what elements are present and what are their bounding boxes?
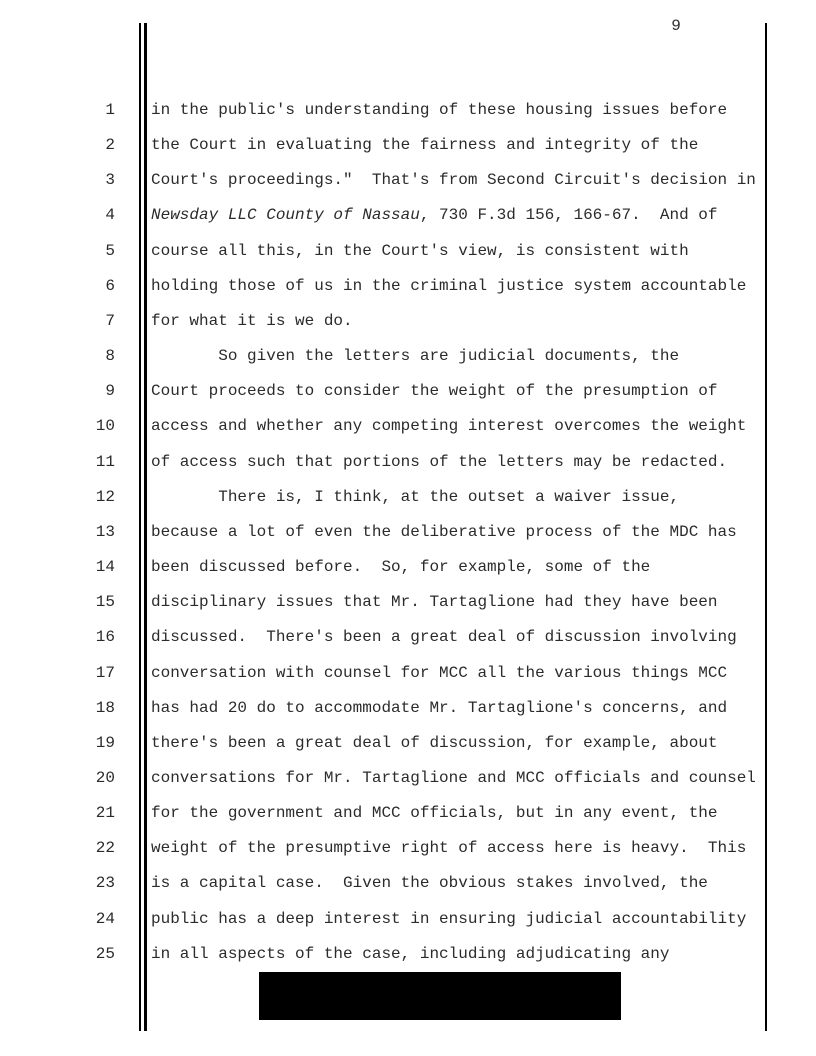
transcript-line-15 bbox=[0, 585, 766, 620]
line-number: 24 bbox=[95, 909, 115, 928]
line-text bbox=[151, 269, 746, 304]
text-segment: Court's proceedings." That's from Second Circuit's decision in bbox=[151, 171, 756, 190]
transcript-line-16 bbox=[0, 620, 766, 655]
transcript-line-4 bbox=[0, 198, 766, 233]
line-number: 7 bbox=[105, 311, 115, 330]
text-segment: there's been a great deal of discussion, for example, about bbox=[151, 733, 718, 752]
text-segment: public has a deep interest in ensuring judicial accountability bbox=[151, 909, 747, 928]
line-text bbox=[151, 620, 737, 655]
text-segment: of access such that portions of the letters may be redacted. bbox=[151, 452, 728, 471]
transcript-line-8 bbox=[0, 339, 766, 374]
transcript-line-10 bbox=[0, 409, 766, 444]
page-number: 9 bbox=[671, 17, 681, 35]
transcript-line-14 bbox=[0, 550, 766, 585]
line-number: 25 bbox=[95, 944, 115, 963]
text-segment: disciplinary issues that Mr. Tartaglione had they have been bbox=[151, 593, 718, 612]
line-text bbox=[151, 339, 679, 374]
text-segment: weight of the presumptive right of access here is heavy. This bbox=[151, 839, 747, 858]
line-number: 17 bbox=[95, 663, 115, 682]
line-text bbox=[151, 866, 708, 901]
line-text bbox=[151, 585, 718, 620]
line-number: 15 bbox=[95, 593, 115, 612]
line-number: 4 bbox=[105, 206, 115, 225]
text-segment: in the public's understanding of these housing issues before bbox=[151, 101, 728, 119]
line-text bbox=[151, 234, 689, 269]
text-segment: course all this, in the Court's view, is consistent with bbox=[151, 241, 689, 260]
case-citation-italic: Newsday LLC County of Nassau bbox=[151, 206, 420, 225]
transcript-line-1 bbox=[0, 93, 766, 128]
line-number: 2 bbox=[105, 136, 115, 155]
line-number: 14 bbox=[95, 558, 115, 577]
text-segment: holding those of us in the criminal justice system accountable bbox=[151, 276, 747, 295]
line-text bbox=[151, 480, 679, 515]
text-segment: So given the letters are judicial documents, the bbox=[151, 347, 680, 366]
redaction-box bbox=[259, 972, 621, 1020]
transcript-line-12 bbox=[0, 480, 766, 515]
line-text bbox=[151, 550, 650, 585]
transcript-line-17 bbox=[0, 656, 766, 691]
text-segment: Court proceeds to consider the weight of the presumption of bbox=[151, 382, 718, 401]
line-text bbox=[151, 445, 727, 480]
transcript-line-2 bbox=[0, 128, 766, 163]
line-text bbox=[151, 163, 756, 198]
text-segment: access and whether any competing interest overcomes the weight bbox=[151, 417, 747, 436]
transcript-line-9 bbox=[0, 374, 766, 409]
transcript-line-19 bbox=[0, 726, 766, 761]
line-number: 16 bbox=[95, 628, 115, 647]
transcript-line-13 bbox=[0, 515, 766, 550]
line-number: 6 bbox=[105, 276, 115, 295]
line-number: 18 bbox=[95, 698, 115, 717]
line-number: 21 bbox=[95, 804, 115, 823]
line-number: 5 bbox=[105, 241, 115, 260]
line-number: 1 bbox=[105, 101, 115, 119]
line-text bbox=[151, 374, 718, 409]
text-segment: discussed. There's been a great deal of discussion involving bbox=[151, 628, 737, 647]
text-segment: is a capital case. Given the obvious stakes involved, the bbox=[151, 874, 708, 893]
text-segment: has had 20 do to accommodate Mr. Tartaglione's concerns, and bbox=[151, 698, 728, 717]
text-segment: been discussed before. So, for example, some of the bbox=[151, 558, 651, 577]
text-segment: the Court in evaluating the fairness and integrity of the bbox=[151, 136, 699, 155]
text-segment: because a lot of even the deliberative process of the MDC has bbox=[151, 522, 737, 541]
line-number: 22 bbox=[95, 839, 115, 858]
line-number: 19 bbox=[95, 733, 115, 752]
transcript-line-5 bbox=[0, 234, 766, 269]
line-number: 9 bbox=[105, 382, 115, 401]
line-number: 10 bbox=[95, 417, 115, 436]
line-text bbox=[151, 726, 718, 761]
line-number: 20 bbox=[95, 768, 115, 787]
line-number: 12 bbox=[95, 487, 115, 506]
transcript-line-6 bbox=[0, 269, 766, 304]
line-text bbox=[151, 198, 718, 233]
text-segment: for the government and MCC officials, but in any event, the bbox=[151, 804, 718, 823]
text-segment: for what it is we do. bbox=[151, 311, 353, 330]
text-segment: There is, I think, at the outset a waiver issue, bbox=[151, 487, 680, 506]
line-number: 3 bbox=[105, 171, 115, 190]
line-text bbox=[151, 796, 718, 831]
line-text bbox=[151, 761, 756, 796]
line-number: 23 bbox=[95, 874, 115, 893]
text-segment: conversations for Mr. Tartaglione and MCC officials and counsel bbox=[151, 768, 756, 787]
transcript-line-20 bbox=[0, 761, 766, 796]
transcript-line-25 bbox=[0, 937, 766, 972]
transcript-line-22 bbox=[0, 831, 766, 866]
line-text bbox=[151, 409, 746, 444]
line-number: 13 bbox=[95, 522, 115, 541]
line-text bbox=[151, 93, 727, 128]
transcript-line-7 bbox=[0, 304, 766, 339]
transcript-line-23 bbox=[0, 866, 766, 901]
text-segment: in all aspects of the case, including adjudicating any bbox=[151, 944, 670, 963]
line-text bbox=[151, 515, 737, 550]
line-number: 11 bbox=[95, 452, 115, 471]
transcript-line-21 bbox=[0, 796, 766, 831]
line-text bbox=[151, 831, 746, 866]
transcript-line-3 bbox=[0, 163, 766, 198]
line-text bbox=[151, 691, 727, 726]
line-text bbox=[151, 128, 698, 163]
transcript-line-18 bbox=[0, 691, 766, 726]
line-text bbox=[151, 656, 727, 691]
line-number: 8 bbox=[105, 347, 115, 366]
transcript-line-24 bbox=[0, 902, 766, 937]
text-segment: conversation with counsel for MCC all the various things MCC bbox=[151, 663, 728, 682]
transcript-lines bbox=[0, 93, 766, 972]
line-text bbox=[151, 937, 669, 972]
text-segment: , 730 F.3d 156, 166-67. And of bbox=[419, 206, 718, 225]
line-text bbox=[151, 902, 746, 937]
transcript-line-11 bbox=[0, 445, 766, 480]
line-text bbox=[151, 304, 353, 339]
